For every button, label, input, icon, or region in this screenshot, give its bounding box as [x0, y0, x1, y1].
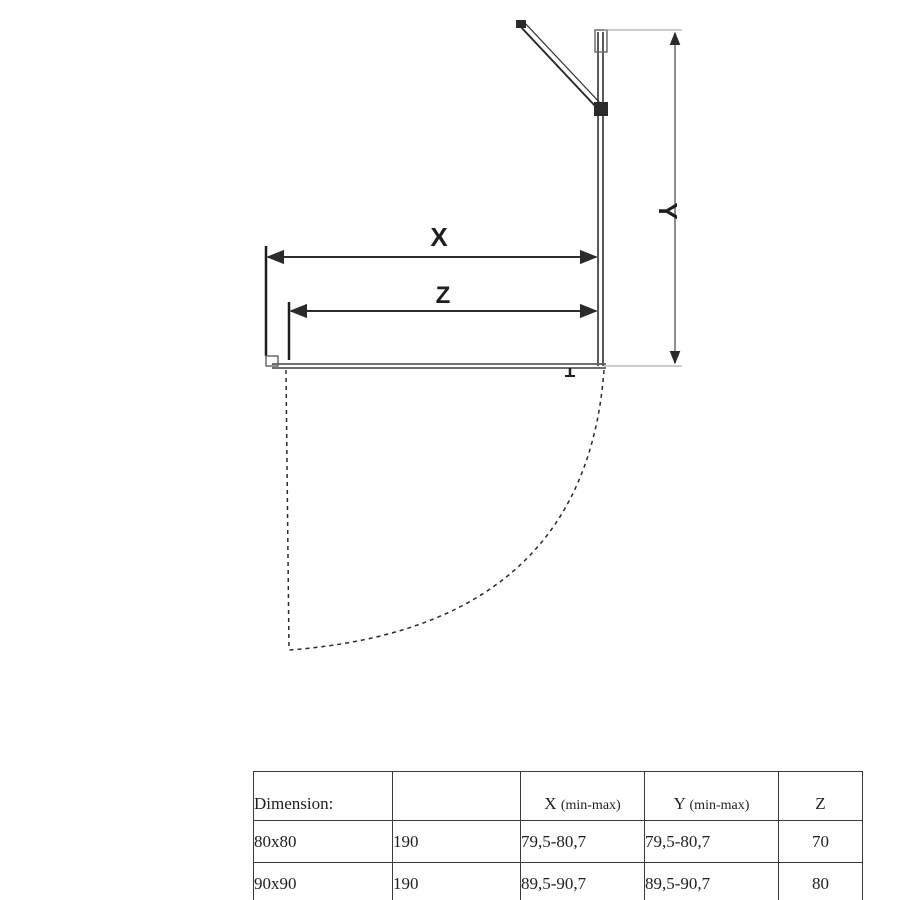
- cell-dimension: 90x90: [254, 863, 393, 900]
- header-height: [393, 772, 521, 821]
- dimension-z: [289, 282, 596, 360]
- cell-z: 80: [779, 863, 863, 900]
- cell-dimension: 80x80: [254, 821, 393, 863]
- door-swing: [286, 370, 604, 650]
- cell-y: 89,5-90,7: [645, 863, 779, 900]
- top-bracket: [595, 30, 607, 52]
- cell-y: 79,5-80,7: [645, 821, 779, 863]
- table-row: [254, 821, 863, 863]
- header-x: [521, 772, 645, 821]
- dimension-y: [653, 33, 683, 363]
- cell-x: 89,5-90,7: [521, 863, 645, 900]
- header-y-symbol: Y: [673, 794, 686, 813]
- dimension-x: [268, 222, 596, 257]
- dimension-x-label: X: [430, 222, 448, 252]
- header-x-range: (min-max): [560, 798, 621, 813]
- side-panel: [594, 30, 608, 366]
- stabilizer-bar: [516, 20, 601, 108]
- wall-lines: [266, 30, 682, 366]
- header-y-range: (min-max): [689, 798, 750, 813]
- dimension-y-label: Y: [653, 202, 683, 220]
- header-z: Z: [779, 772, 863, 821]
- stabilizer-clamp: [594, 102, 608, 116]
- cell-height: 190: [393, 821, 521, 863]
- header-y: [645, 772, 779, 821]
- header-dimension: Dimension:: [254, 772, 393, 821]
- cell-z: 70: [779, 821, 863, 863]
- dimension-z-label: Z: [435, 282, 451, 309]
- cell-height: 190: [393, 863, 521, 900]
- header-x-symbol: X: [544, 794, 557, 813]
- table-header-row: [254, 772, 863, 821]
- table-row: [254, 863, 863, 900]
- cell-x: 79,5-80,7: [521, 821, 645, 863]
- dimension-table: [253, 771, 863, 900]
- door-panel: [266, 356, 606, 376]
